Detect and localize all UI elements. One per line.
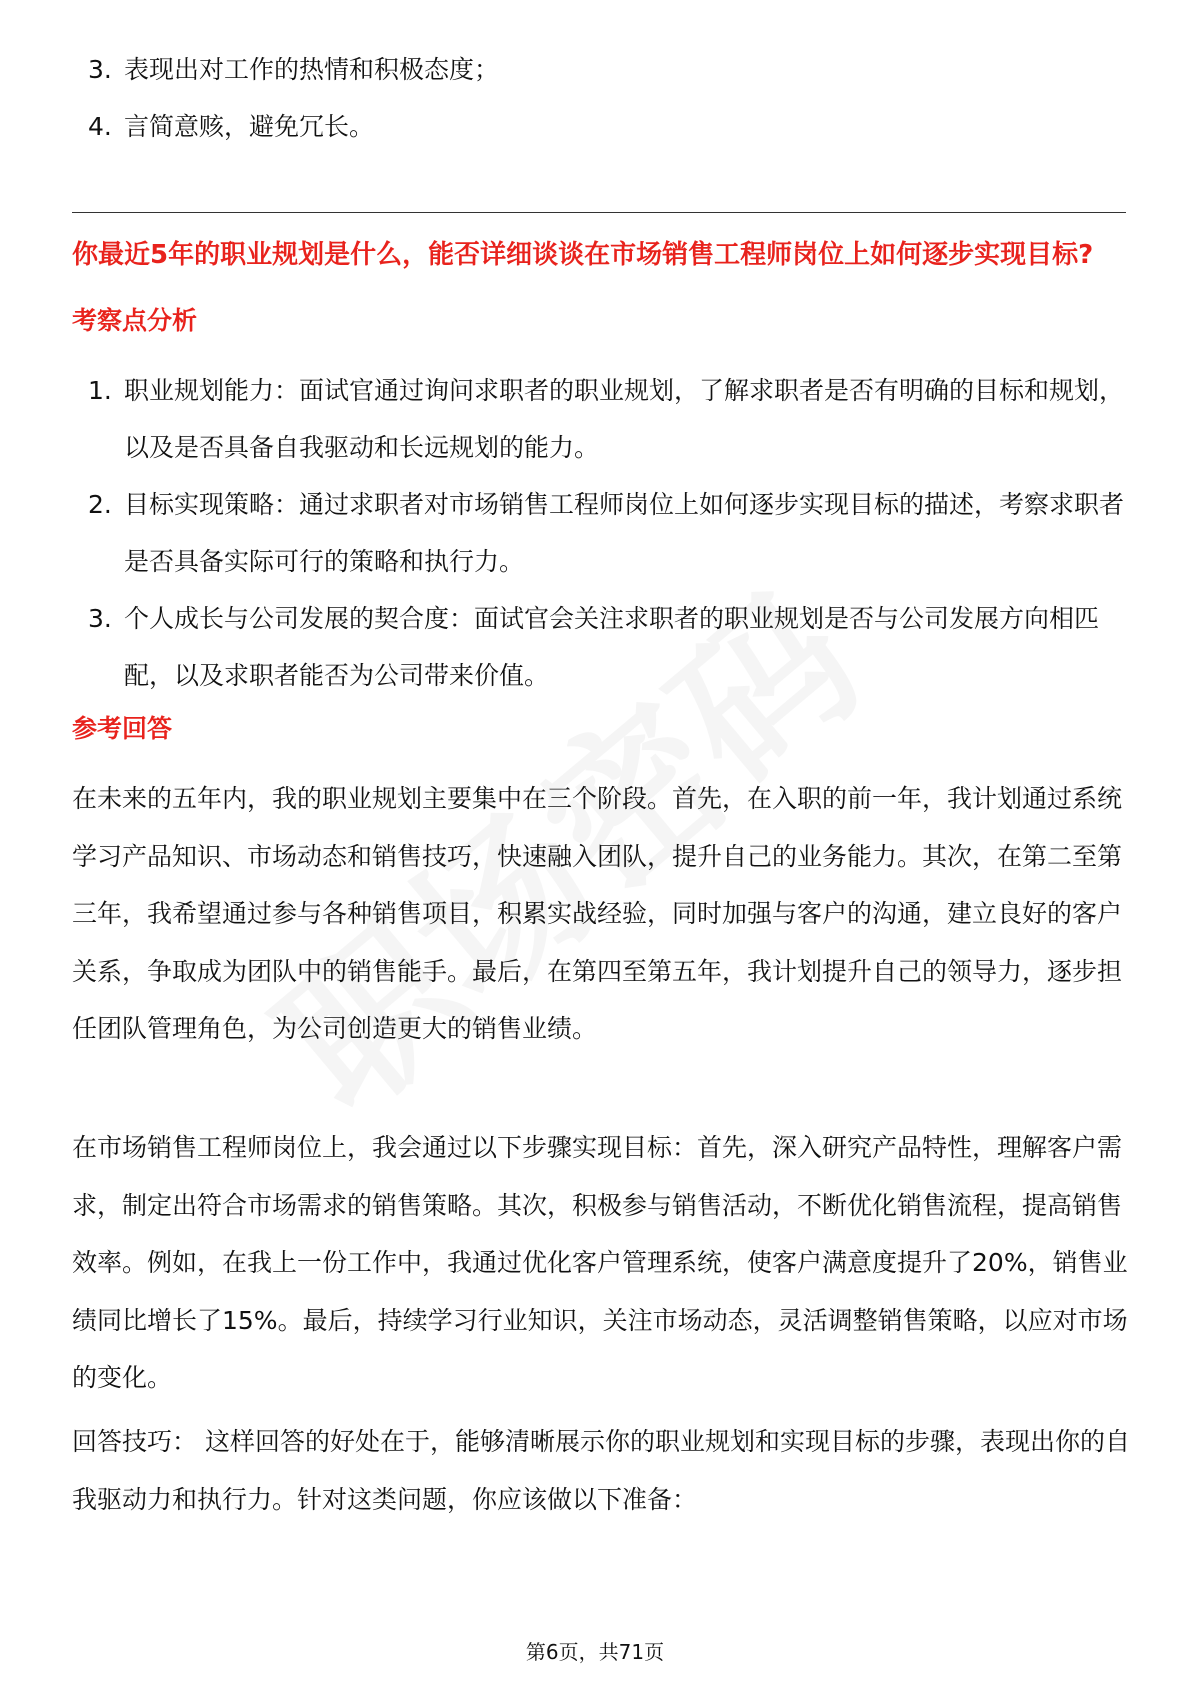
- list-number: 3.: [88, 604, 112, 633]
- answer-heading: 参考回答: [72, 714, 173, 743]
- list-item: [72, 98, 1132, 155]
- list-text: 言简意赅，避免冗长。: [124, 112, 375, 141]
- section-divider: [72, 212, 1126, 213]
- list-item: [72, 590, 1132, 704]
- answer-paragraph: 在未来的五年内，我的职业规划主要集中在三个阶段。首先，在入职的前一年，我计划通过系统学习产品知识、市场动态和销售技巧，快速融入团队，提升自己的业务能力。其次，在第二至第三年，我希望通过参与各种销售项目，积累实战经验，同时加强与客户的沟通，建立良好的客户关系，争取成为团队中的销售能手。最后，在第四至第五年，我计划提升自己的领导力，逐步担任团队管理角色，为公司创造更大的销售业绩。: [72, 784, 1123, 1043]
- list-text: 表现出对工作的热情和积极态度；: [124, 55, 500, 84]
- analysis-list: [72, 362, 1132, 704]
- list-number: 3.: [88, 55, 112, 84]
- list-item: [72, 41, 1132, 98]
- list-number: 1.: [88, 376, 112, 405]
- list-number: 4.: [88, 112, 112, 141]
- list-item: [72, 362, 1132, 476]
- list-item: [72, 476, 1132, 590]
- list-number: 2.: [88, 490, 112, 519]
- list-text: 目标实现策略：通过求职者对市场销售工程师岗位上如何逐步实现目标的描述，考察求职者是否具备实际可行的策略和执行力。: [124, 490, 1125, 576]
- list-text: 个人成长与公司发展的契合度：面试官会关注求职者的职业规划是否与公司发展方向相匹配，以及求职者能否为公司带来价值。: [124, 604, 1100, 690]
- answer-paragraph: 在市场销售工程师岗位上，我会通过以下步骤实现目标：首先，深入研究产品特性，理解客户需求，制定出符合市场需求的销售策略。其次，积极参与销售活动，不断优化销售流程，提高销售效率。例如，在我上一份工作中，我通过优化客户管理系统，使客户满意度提升了20%，销售业绩同比增长了15%。最后，持续学习行业知识，关注市场动态，灵活调整销售策略，以应对市场的变化。: [72, 1133, 1128, 1392]
- answer-tips-paragraph: 回答技巧： 这样回答的好处在于，能够清晰展示你的职业规划和实现目标的步骤，表现出你的自我驱动力和执行力。针对这类问题，你应该做以下准备：: [72, 1427, 1130, 1514]
- question-heading: 你最近5年的职业规划是什么，能否详细谈谈在市场销售工程师岗位上如何逐步实现目标?: [72, 240, 1094, 270]
- analysis-heading: 考察点分析: [72, 306, 198, 335]
- top-list: [72, 41, 1132, 155]
- page-number: 第6页，共71页: [525, 1640, 665, 1664]
- list-text: 职业规划能力：面试官通过询问求职者的职业规划，了解求职者是否有明确的目标和规划，以及是否具备自我驱动和长远规划的能力。: [124, 376, 1125, 462]
